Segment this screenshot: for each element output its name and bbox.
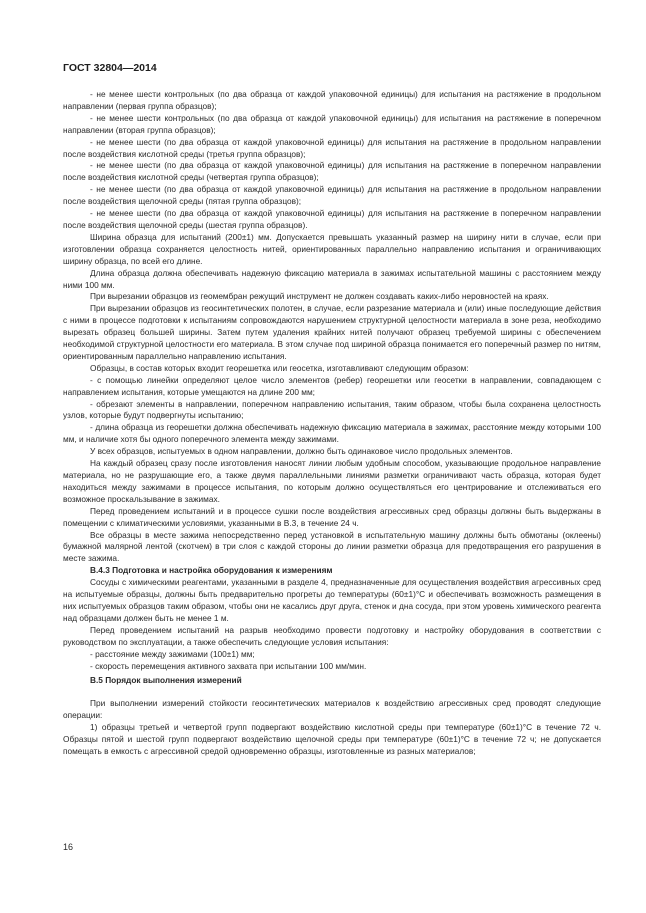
paragraph-vessels: Сосуды с химическими реагентами, указанными в разделе 4, предназначенные для осуществления воздействия агрессивных сред на испытуемые образцы, должны быть предварительно прогреты до температуры (60±1)°С и обеспечивать возможность размещения в них испытуемых образцов таким образом, чтобы они не касались друг друга, стенок и дна сосуда, при этом уровень химического реагента над образцами должен быть не менее 1 м. [63,577,601,623]
list-item-group-5: - не менее шести (по два образца от каждой упаковочной единицы) для испытания на растяжение в продольном направлении после воздействия щелочной среды (пятая группа образцов); [63,184,601,207]
page-content [63,89,601,758]
list-item-group-6: - не менее шести (по два образца от каждой упаковочной единицы) для испытания на растяжение в поперечном направлении после воздействия щелочной среды (шестая группа образцов). [63,208,601,230]
list-item-group-4: - не менее шести (по два образца от каждой упаковочной единицы) для испытания на растяжение в поперечном направлении после воздействия кислотной среды (четвертая группа образцов); [63,160,601,183]
paragraph-longitudinal-elements: У всех образцов, испытуемых в одном направлении, должно быть одинаковое число продольных элементов. [90,446,513,457]
paragraph-taping: Все образцы в месте зажима непосредственно перед установкой в испытательную машину должны быть обмотаны (оклеены) бумажной малярной лентой (скотчем) в три слоя с каждой стороны до линии разметки образца для предотвращения его разрушения в месте зажима. [63,529,601,564]
list-item-group-1: - не менее шести контрольных (по два образца от каждой упаковочной единицы) для испытания на растяжение в продольном направлении (первая группа образцов); [63,89,601,111]
list-item-group-2: - не менее шести контрольных (по два образца от каждой упаковочной единицы) для испытания на растяжение в поперечном направлении (вторая группа образцов); [63,112,601,135]
paragraph-operations-intro: При выполнении измерений стойкости геосинтетических материалов к воздействию агрессивных сред проводят следующие операции: [63,698,601,721]
list-item-geogrid-1: - с помощью линейки определяют целое число элементов (ребер) георешетки или геосетки в направлении, совпадающем с направлением испытания, которые умещаются на длине 200 мм; [63,374,601,397]
list-item-operation-1: 1) образцы третьей и четвертой групп подвергают воздействию кислотной среды при температуре (60±1)°С в течение 72 ч. Образцы пятой и шестой групп подвергают воздействию щелочной среды при температуре (60±1)°С в течение 72 ч; не допускается помещать в емкость с агрессивной средой одновременно образцы, изготовленные из разных материалов; [63,722,601,756]
paragraph-equipment-setup: Перед проведением испытаний на разрыв необходимо провести подготовку и настройку оборудования в соответствии с руководством по эксплуатации, а также обеспечить следующие условия испытания: [63,624,601,647]
paragraph-conditioning: Перед проведением испытаний и в процессе сушки после воздействия агрессивных сред образцы должны быть выдержаны в помещении с климатическими условиями, указанными в В.3, в течение 24 ч. [63,505,601,528]
page-number: 16 [63,842,74,852]
list-item-geogrid-2: - обрезают элементы в направлении, поперечном направлению испытания, таким образом, чтобы была сохранена целостность узлов, которые будут подвергнуты испытанию; [63,398,601,421]
list-item-group-3: - не менее шести (по два образца от каждой упаковочной единицы) для испытания на растяжение в продольном направлении после воздействия кислотной среды (третья группа образцов); [63,136,601,159]
paragraph-geomembrane-cutting: При вырезании образцов из геомембран режущий инструмент не должен создавать каких-либо неровностей на краях. [90,291,549,302]
list-item-clamp-distance: - расстояние между зажимами (100±1) мм; [90,648,255,659]
paragraph-geogrid-intro: Образцы, в состав которых входит георешетка или геосетка, изготавливают следующим образом: [90,362,469,373]
paragraph-geotextile-cutting: При вырезании образцов из геосинтетических полотен, в случае, если разрезание материала и (или) иные последующие действия с ними в процессе подготовки к испытаниям сопровождаются нарушением структурной целостности материала в зоне реза, необходимо вырезать образец большей ширины. Затем путем удаления крайних нитей получают образец требуемой ширины с обеспечением необходимой структурной целостности его материала. В этом случае под шириной образца понимается его поперечный размер по нитям, ориентированным параллельно направлению испытания. [63,303,601,361]
section-heading-b43: В.4.3 Подготовка и настройка оборудования к измерениям [90,565,333,576]
paragraph-marking: На каждый образец сразу после изготовления наносят линии любым удобным способом, указывающие продольное направление материала, но не разрушающие его, а также двумя параллельными линиями разметки ограничивают часть образца, которая будет находиться между зажимами в процессе испытания, по которым должно осуществляться его центрирование и отслеживаться его возможное проскальзывание в зажимах. [63,458,601,504]
list-item-geogrid-3: - длина образца из георешетки должна обеспечивать надежную фиксацию материала в зажимах, расстояние между которыми 100 мм, и наличие хотя бы одного поперечного элемента между зажимами. [63,422,601,445]
paragraph-sample-length: Длина образца должна обеспечивать надежную фиксацию материала в зажимах испытательной машины с расстоянием между ними 100 мм. [63,267,601,290]
list-item-grip-speed: - скорость перемещения активного захвата при испытании 100 мм/мин. [90,660,367,671]
paragraph-sample-width: Ширина образца для испытаний (200±1) мм. Допускается превышать указанный размер на ширину нити в случае, если при изготовлении образца сохраняется целостность нитей, ориентированных параллельно направлению испытания и ограничивающих ширину образца, по всей его длине. [63,231,601,266]
section-heading-b5: В.5 Порядок выполнения измерений [90,675,242,686]
document-header: ГОСТ 32804—2014 [63,62,157,74]
